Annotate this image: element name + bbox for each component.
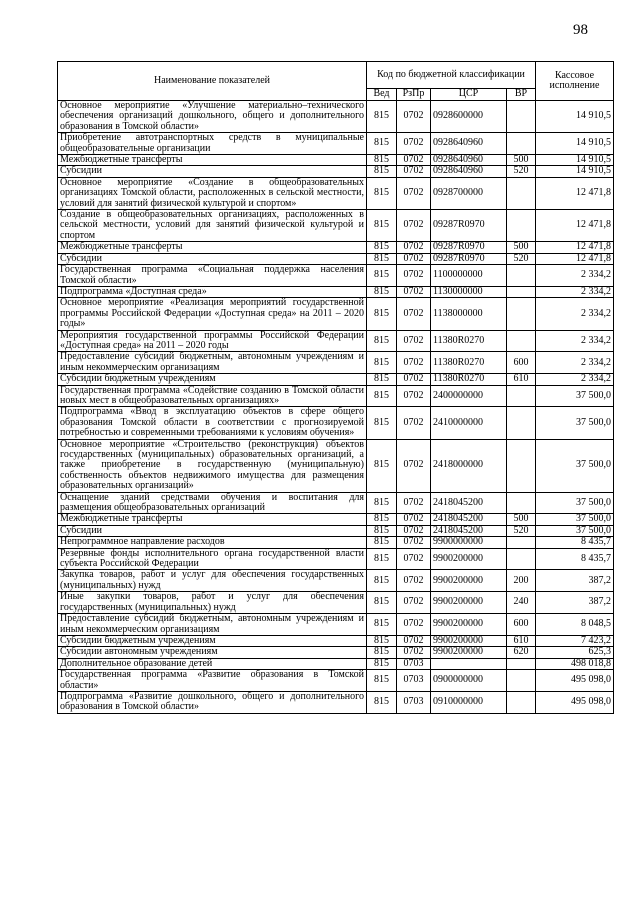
table-row xyxy=(58,670,614,692)
row-name: Основное мероприятие «Реализация мероприятий государственной программы Российской Федерации «Доступная среда» на 2011 – 2020 годы» xyxy=(58,298,367,330)
table-row xyxy=(58,385,614,407)
table-header-row xyxy=(58,62,614,89)
row-name: Создание в общеобразовательных организациях, расположенных в сельской местности, условий для занятий физической культурой и спортом xyxy=(58,210,367,242)
row-ved: 815 xyxy=(367,514,397,525)
row-rzpr: 0702 xyxy=(397,548,431,570)
row-rzpr: 0702 xyxy=(397,166,431,177)
row-csr: 9900200000 xyxy=(431,635,507,646)
row-name: Предоставление субсидий бюджетным, автономным учреждениям и иным некоммерческим организациям xyxy=(58,352,367,374)
row-amount: 495 098,0 xyxy=(536,670,614,692)
row-rzpr: 0702 xyxy=(397,177,431,209)
row-amount: 37 500,0 xyxy=(536,439,614,492)
row-amount: 12 471,8 xyxy=(536,210,614,242)
row-vr: 500 xyxy=(507,514,536,525)
row-name: Мероприятия государственной программы Российской Федерации «Доступная среда» на 2011 – 2020 годы xyxy=(58,330,367,352)
row-csr: 2410000000 xyxy=(431,407,507,439)
row-name: Государственная программа «Содействие созданию в Томской области новых мест в общеобразовательных организациях» xyxy=(58,385,367,407)
row-rzpr: 0702 xyxy=(397,647,431,658)
table-row xyxy=(58,253,614,264)
table-row xyxy=(58,330,614,352)
row-rzpr: 0702 xyxy=(397,155,431,166)
row-csr: 9900200000 xyxy=(431,548,507,570)
row-name: Основное мероприятие «Создание в общеобразовательных организациях Томской области, расположенных в сельской местности, условий для занятий физической культурой и спортом» xyxy=(58,177,367,209)
table-row xyxy=(58,439,614,492)
row-rzpr: 0702 xyxy=(397,385,431,407)
row-vr: 620 xyxy=(507,647,536,658)
row-ved: 815 xyxy=(367,242,397,253)
row-vr xyxy=(507,101,536,133)
row-csr: 2400000000 xyxy=(431,385,507,407)
row-ved: 815 xyxy=(367,548,397,570)
row-ved: 815 xyxy=(367,492,397,514)
row-csr: 9900000000 xyxy=(431,537,507,548)
row-amount: 14 910,5 xyxy=(536,133,614,155)
row-amount: 2 334,2 xyxy=(536,330,614,352)
row-amount: 12 471,8 xyxy=(536,253,614,264)
table-row xyxy=(58,647,614,658)
table-row xyxy=(58,525,614,536)
row-amount: 8 435,7 xyxy=(536,537,614,548)
row-rzpr: 0702 xyxy=(397,210,431,242)
row-csr: 09287R0970 xyxy=(431,253,507,264)
row-csr: 11380R0270 xyxy=(431,374,507,385)
table-row xyxy=(58,210,614,242)
row-rzpr: 0702 xyxy=(397,570,431,592)
row-rzpr: 0702 xyxy=(397,492,431,514)
row-csr: 0928700000 xyxy=(431,177,507,209)
row-name: Межбюджетные трансферты xyxy=(58,155,367,166)
row-vr: 610 xyxy=(507,635,536,646)
row-ved: 815 xyxy=(367,525,397,536)
row-name: Межбюджетные трансферты xyxy=(58,242,367,253)
row-csr: 2418000000 xyxy=(431,439,507,492)
row-csr: 9900200000 xyxy=(431,592,507,614)
row-amount: 37 500,0 xyxy=(536,385,614,407)
row-rzpr: 0702 xyxy=(397,242,431,253)
row-amount: 2 334,2 xyxy=(536,298,614,330)
header-code-group: Код по бюджетной классификации xyxy=(367,62,536,89)
row-name: Субсидии xyxy=(58,525,367,536)
row-csr xyxy=(431,658,507,669)
row-name: Субсидии xyxy=(58,166,367,177)
row-vr: 520 xyxy=(507,166,536,177)
row-csr: 9900200000 xyxy=(431,570,507,592)
table-row xyxy=(58,691,614,713)
row-amount: 387,2 xyxy=(536,592,614,614)
row-vr xyxy=(507,670,536,692)
table-row xyxy=(58,537,614,548)
row-name: Основное мероприятие «Улучшение материально–технического обеспечения организаций дошкольного, общего и дополнительного образования в Томской области» xyxy=(58,101,367,133)
row-rzpr: 0703 xyxy=(397,670,431,692)
row-ved: 815 xyxy=(367,614,397,636)
row-name: Непрограммное направление расходов xyxy=(58,537,367,548)
table-row xyxy=(58,177,614,209)
row-name: Основное мероприятие «Строительство (реконструкция) объектов государственных (муниципальных) образовательных организаций, а также приобретение в государственную (муниципальную) собственность объектов недвижимого имущества для размещения образовательных организаций» xyxy=(58,439,367,492)
row-rzpr: 0702 xyxy=(397,374,431,385)
row-vr: 200 xyxy=(507,570,536,592)
row-rzpr: 0702 xyxy=(397,592,431,614)
table-row xyxy=(58,592,614,614)
row-name: Межбюджетные трансферты xyxy=(58,514,367,525)
row-vr xyxy=(507,298,536,330)
row-vr xyxy=(507,439,536,492)
row-vr: 240 xyxy=(507,592,536,614)
row-rzpr: 0702 xyxy=(397,253,431,264)
table-row xyxy=(58,242,614,253)
table-row xyxy=(58,352,614,374)
row-vr xyxy=(507,210,536,242)
table-row xyxy=(58,133,614,155)
row-ved: 815 xyxy=(367,155,397,166)
row-vr xyxy=(507,537,536,548)
row-ved: 815 xyxy=(367,177,397,209)
row-rzpr: 0702 xyxy=(397,514,431,525)
row-name: Дополнительное образование детей xyxy=(58,658,367,669)
table-row xyxy=(58,635,614,646)
table-row xyxy=(58,166,614,177)
table-body xyxy=(58,101,614,714)
row-csr: 1100000000 xyxy=(431,265,507,287)
row-rzpr: 0702 xyxy=(397,298,431,330)
row-rzpr: 0702 xyxy=(397,133,431,155)
row-amount: 625,3 xyxy=(536,647,614,658)
row-amount: 2 334,2 xyxy=(536,265,614,287)
row-amount: 8 435,7 xyxy=(536,548,614,570)
row-ved: 815 xyxy=(367,647,397,658)
table-row xyxy=(58,374,614,385)
row-name: Субсидии бюджетным учреждениям xyxy=(58,374,367,385)
row-rzpr: 0702 xyxy=(397,407,431,439)
row-ved: 815 xyxy=(367,298,397,330)
row-ved: 815 xyxy=(367,166,397,177)
row-ved: 815 xyxy=(367,407,397,439)
table-row xyxy=(58,492,614,514)
row-vr xyxy=(507,286,536,297)
header-cash-execution: Кассовое исполнение xyxy=(536,62,614,101)
row-name: Закупка товаров, работ и услуг для обеспечения государственных (муниципальных) нужд xyxy=(58,570,367,592)
row-ved: 815 xyxy=(367,253,397,264)
row-rzpr: 0702 xyxy=(397,614,431,636)
row-name: Субсидии автономным учреждениям xyxy=(58,647,367,658)
budget-execution-table xyxy=(57,61,614,714)
row-vr xyxy=(507,492,536,514)
row-ved: 815 xyxy=(367,210,397,242)
row-csr: 11380R0270 xyxy=(431,330,507,352)
row-csr: 2418045200 xyxy=(431,525,507,536)
row-csr: 0900000000 xyxy=(431,670,507,692)
row-name: Подпрограмма «Развитие дошкольного, общего и дополнительного образования в Томской области» xyxy=(58,691,367,713)
row-vr: 520 xyxy=(507,525,536,536)
row-name: Предоставление субсидий бюджетным, автономным учреждениям и иным некоммерческим организациям xyxy=(58,614,367,636)
row-csr: 0928640960 xyxy=(431,133,507,155)
table-row xyxy=(58,570,614,592)
row-vr: 520 xyxy=(507,253,536,264)
row-amount: 387,2 xyxy=(536,570,614,592)
row-amount: 12 471,8 xyxy=(536,177,614,209)
row-vr: 500 xyxy=(507,242,536,253)
row-rzpr: 0702 xyxy=(397,330,431,352)
page-number: 98 xyxy=(573,22,588,38)
header-rzpr: РзПр xyxy=(397,89,431,101)
row-csr: 2418045200 xyxy=(431,492,507,514)
row-amount: 2 334,2 xyxy=(536,286,614,297)
row-ved: 815 xyxy=(367,374,397,385)
row-csr: 09287R0970 xyxy=(431,242,507,253)
row-csr: 0910000000 xyxy=(431,691,507,713)
row-vr xyxy=(507,691,536,713)
table-row xyxy=(58,514,614,525)
row-amount: 14 910,5 xyxy=(536,101,614,133)
row-csr: 9900200000 xyxy=(431,614,507,636)
table-row xyxy=(58,614,614,636)
header-ved: Вед xyxy=(367,89,397,101)
header-name: Наименование показателей xyxy=(58,62,367,101)
row-vr: 600 xyxy=(507,352,536,374)
row-vr xyxy=(507,133,536,155)
row-csr: 11380R0270 xyxy=(431,352,507,374)
row-amount: 2 334,2 xyxy=(536,352,614,374)
row-vr xyxy=(507,407,536,439)
row-amount: 495 098,0 xyxy=(536,691,614,713)
row-rzpr: 0703 xyxy=(397,691,431,713)
row-rzpr: 0702 xyxy=(397,265,431,287)
row-csr: 1130000000 xyxy=(431,286,507,297)
row-amount: 12 471,8 xyxy=(536,242,614,253)
row-name: Подпрограмма «Доступная среда» xyxy=(58,286,367,297)
row-ved: 815 xyxy=(367,352,397,374)
row-csr: 2418045200 xyxy=(431,514,507,525)
row-vr xyxy=(507,265,536,287)
row-rzpr: 0702 xyxy=(397,439,431,492)
row-rzpr: 0702 xyxy=(397,537,431,548)
row-ved: 815 xyxy=(367,439,397,492)
row-rzpr: 0703 xyxy=(397,658,431,669)
row-csr: 9900200000 xyxy=(431,647,507,658)
row-rzpr: 0702 xyxy=(397,352,431,374)
table-row xyxy=(58,155,614,166)
header-vr: ВР xyxy=(507,89,536,101)
row-ved: 815 xyxy=(367,286,397,297)
row-vr xyxy=(507,385,536,407)
row-ved: 815 xyxy=(367,537,397,548)
row-name: Подпрограмма «Ввод в эксплуатацию объектов в сфере общего образования Томской области в соответствии с прогнозируемой потребностью и современными требованиями к условиям обучения» xyxy=(58,407,367,439)
row-vr: 500 xyxy=(507,155,536,166)
row-csr: 0928640960 xyxy=(431,166,507,177)
row-rzpr: 0702 xyxy=(397,286,431,297)
table-row xyxy=(58,658,614,669)
row-ved: 815 xyxy=(367,133,397,155)
table-row xyxy=(58,407,614,439)
row-rzpr: 0702 xyxy=(397,525,431,536)
row-amount: 498 018,8 xyxy=(536,658,614,669)
row-vr xyxy=(507,330,536,352)
row-ved: 815 xyxy=(367,101,397,133)
row-name: Государственная программа «Социальная поддержка населения Томской области» xyxy=(58,265,367,287)
row-ved: 815 xyxy=(367,670,397,692)
row-name: Оснащение зданий средствами обучения и воспитания для размещения общеобразовательных организаций xyxy=(58,492,367,514)
row-csr: 0928640960 xyxy=(431,155,507,166)
table-row xyxy=(58,101,614,133)
row-vr: 610 xyxy=(507,374,536,385)
row-vr: 600 xyxy=(507,614,536,636)
row-amount: 7 423,2 xyxy=(536,635,614,646)
row-ved: 815 xyxy=(367,385,397,407)
row-ved: 815 xyxy=(367,658,397,669)
table-row xyxy=(58,265,614,287)
row-amount: 37 500,0 xyxy=(536,407,614,439)
row-csr: 09287R0970 xyxy=(431,210,507,242)
row-vr xyxy=(507,548,536,570)
row-name: Резервные фонды исполнительного органа государственной власти субъекта Российской Федерации xyxy=(58,548,367,570)
row-amount: 37 500,0 xyxy=(536,492,614,514)
row-vr xyxy=(507,658,536,669)
row-amount: 8 048,5 xyxy=(536,614,614,636)
table-row xyxy=(58,298,614,330)
row-name: Субсидии бюджетным учреждениям xyxy=(58,635,367,646)
row-amount: 2 334,2 xyxy=(536,374,614,385)
row-amount: 14 910,5 xyxy=(536,166,614,177)
row-ved: 815 xyxy=(367,592,397,614)
row-ved: 815 xyxy=(367,635,397,646)
row-rzpr: 0702 xyxy=(397,101,431,133)
row-name: Государственная программа «Развитие образования в Томской области» xyxy=(58,670,367,692)
row-amount: 37 500,0 xyxy=(536,525,614,536)
row-vr xyxy=(507,177,536,209)
row-amount: 37 500,0 xyxy=(536,514,614,525)
row-csr: 0928600000 xyxy=(431,101,507,133)
table-row xyxy=(58,548,614,570)
row-rzpr: 0702 xyxy=(397,635,431,646)
row-ved: 815 xyxy=(367,330,397,352)
row-ved: 815 xyxy=(367,265,397,287)
row-ved: 815 xyxy=(367,691,397,713)
table-row xyxy=(58,286,614,297)
row-amount: 14 910,5 xyxy=(536,155,614,166)
row-name: Иные закупки товаров, работ и услуг для обеспечения государственных (муниципальных) нужд xyxy=(58,592,367,614)
row-csr: 1138000000 xyxy=(431,298,507,330)
header-csr: ЦСР xyxy=(431,89,507,101)
row-name: Приобретение автотранспортных средств в муниципальные общеобразовательные организации xyxy=(58,133,367,155)
row-name: Субсидии xyxy=(58,253,367,264)
row-ved: 815 xyxy=(367,570,397,592)
